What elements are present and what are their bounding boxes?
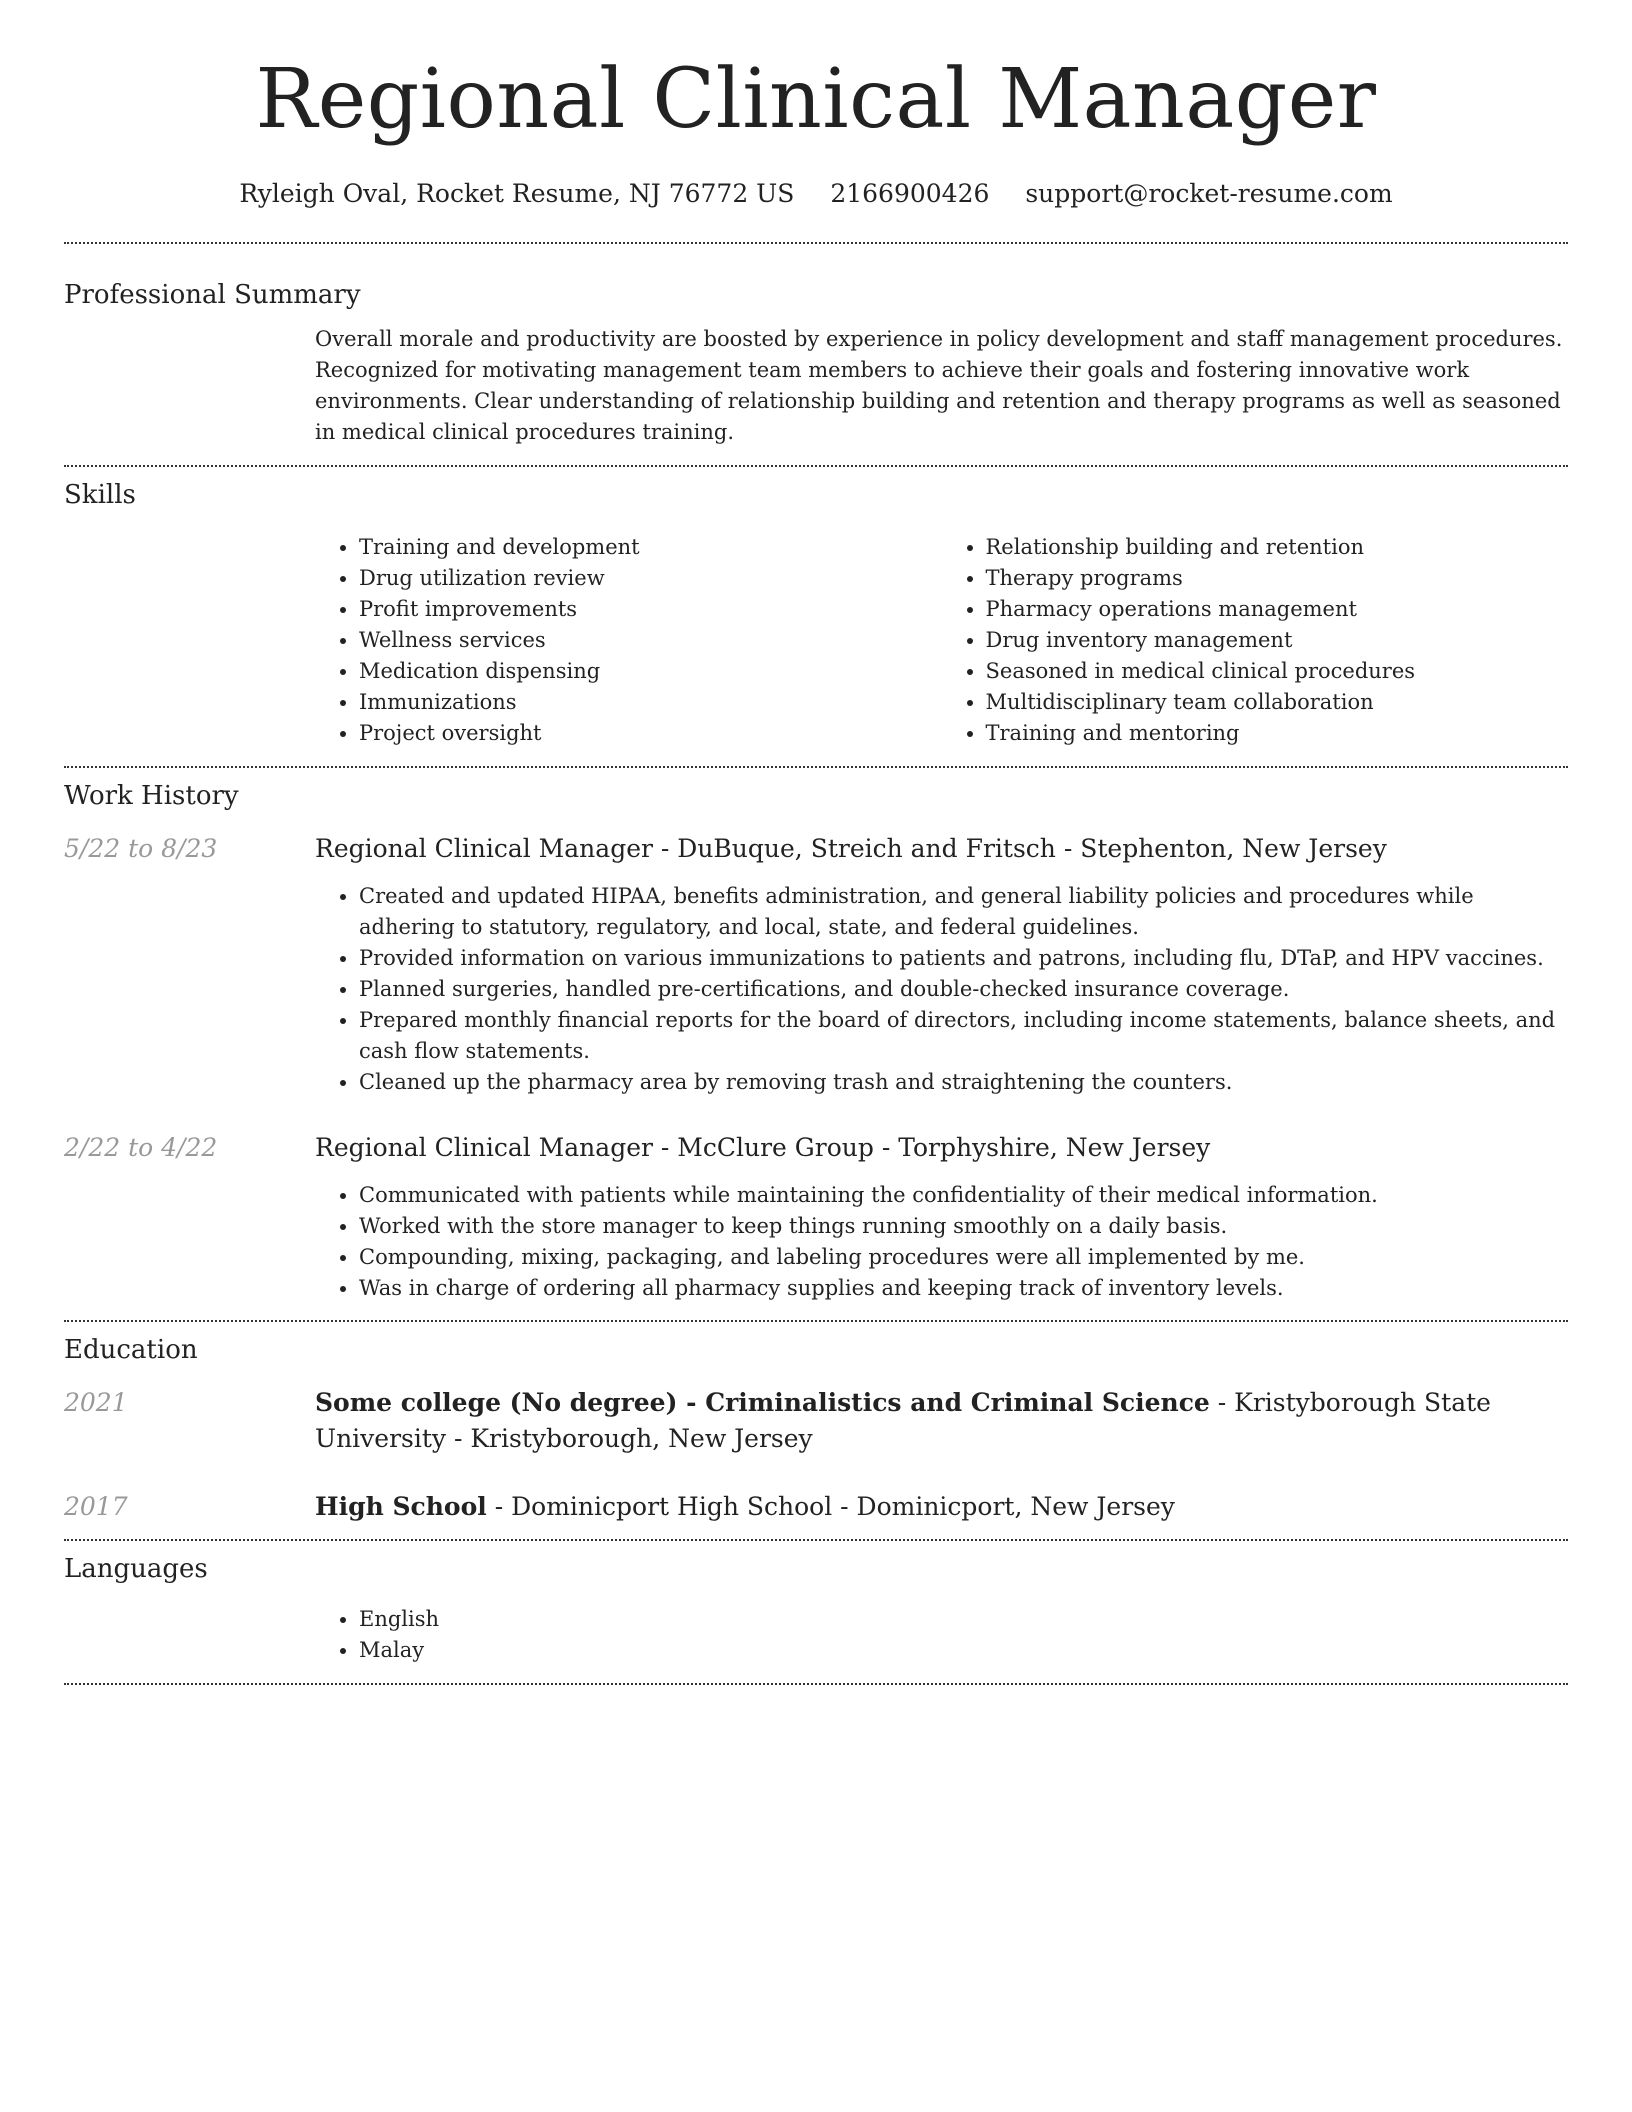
section-title-work: Work History	[64, 781, 239, 811]
skills-list-left	[315, 532, 942, 749]
list-item: • Multidisciplinary team collaboration	[986, 687, 1569, 718]
summary-content	[315, 324, 1568, 448]
job-body	[315, 831, 1568, 1098]
list-item: • Malay	[359, 1635, 1568, 1666]
education-year: 2021	[64, 1388, 128, 1417]
list-item: • Project oversight	[359, 718, 942, 749]
education-heading	[315, 1489, 1568, 1525]
list-item: • Medication dispensing	[359, 656, 942, 687]
resume-name: Regional Clinical Manager	[255, 52, 1377, 147]
education-entry	[64, 1385, 1568, 1457]
list-item: • Training and mentoring	[986, 718, 1569, 749]
education-degree: High School	[315, 1492, 487, 1521]
job-dates: 2/22 to 4/22	[64, 1133, 218, 1162]
education-heading	[315, 1385, 1568, 1457]
skills-section	[64, 467, 1568, 749]
job-heading: Regional Clinical Manager - McClure Group - Torphyshire, New Jersey	[315, 1133, 1211, 1162]
languages-content	[315, 1604, 1568, 1666]
education-school: - Kristyborough State University - Kristyborough, New Jersey	[315, 1388, 1491, 1453]
education-entry	[64, 1489, 1568, 1525]
list-item: • Cleaned up the pharmacy area by removing trash and straightening the counters.	[359, 1067, 1568, 1098]
list-item: • Worked with the store manager to keep things running smoothly on a daily basis.	[359, 1211, 1568, 1242]
list-item: • Created and updated HIPAA, benefits administration, and general liability policies and procedures while adhering to statutory, regulatory, and local, state, and federal guidelines.	[359, 881, 1568, 943]
section-title-education: Education	[64, 1335, 198, 1365]
list-item: • Training and development	[359, 532, 942, 563]
list-item: • Drug utilization review	[359, 563, 942, 594]
job-bullets	[315, 1180, 1568, 1304]
education-section	[64, 1322, 1568, 1525]
job-body	[315, 1130, 1568, 1304]
job-heading: Regional Clinical Manager - DuBuque, Streich and Fritsch - Stephenton, New Jersey	[315, 834, 1387, 863]
skills-list-right	[942, 532, 1569, 749]
list-item: • Immunizations	[359, 687, 942, 718]
contact-email: support@rocket-resume.com	[1025, 179, 1393, 208]
contact-address: Ryleigh Oval, Rocket Resume, NJ 76772 US	[239, 179, 795, 208]
list-item: • Wellness services	[359, 625, 942, 656]
languages-section	[64, 1541, 1568, 1666]
list-item: • Was in charge of ordering all pharmacy supplies and keeping track of inventory levels.	[359, 1273, 1568, 1304]
list-item: • Seasoned in medical clinical procedures	[986, 656, 1569, 687]
list-item: • Therapy programs	[986, 563, 1569, 594]
job-entry	[64, 831, 1568, 1098]
list-item: • Relationship building and retention	[986, 532, 1569, 563]
skills-grid	[315, 532, 1568, 749]
section-title-summary: Professional Summary	[64, 280, 361, 310]
list-item: • English	[359, 1604, 1568, 1635]
job-bullets	[315, 881, 1568, 1098]
education-year: 2017	[64, 1492, 128, 1521]
education-school: - Dominicport High School - Dominicport, New Jersey	[486, 1492, 1175, 1521]
work-section	[64, 768, 1568, 1304]
list-item: • Profit improvements	[359, 594, 942, 625]
list-item: • Prepared monthly financial reports for the board of directors, including income statements, balance sheets, and cash flow statements.	[359, 1005, 1568, 1067]
list-item: • Pharmacy operations management	[986, 594, 1569, 625]
contact-line	[64, 178, 1568, 210]
languages-list	[315, 1604, 1568, 1666]
section-title-languages: Languages	[64, 1554, 208, 1584]
list-item: • Compounding, mixing, packaging, and labeling procedures were all implemented by me.	[359, 1242, 1568, 1273]
job-dates: 5/22 to 8/23	[64, 834, 218, 863]
list-item: • Drug inventory management	[986, 625, 1569, 656]
job-entry	[64, 1130, 1568, 1304]
summary-text: Overall morale and productivity are boosted by experience in policy development and staff management procedures. Recognized for motivating management team members to achieve their goals and fostering innovative work environments. Clear understanding of relationship building and retention and therapy programs as well as seasoned in medical clinical procedures training.	[315, 327, 1563, 444]
divider	[64, 1683, 1568, 1685]
education-degree: Some college (No degree) - Criminalistics and Criminal Science	[315, 1388, 1210, 1417]
list-item: • Communicated with patients while maintaining the confidentiality of their medical information.	[359, 1180, 1568, 1211]
list-item: • Provided information on various immunizations to patients and patrons, including flu, DTaP, and HPV vaccines.	[359, 943, 1568, 974]
section-title-skills: Skills	[64, 480, 136, 510]
contact-phone: 2166900426	[830, 179, 990, 208]
list-item: • Planned surgeries, handled pre-certifications, and double-checked insurance coverage.	[359, 974, 1568, 1005]
summary-section	[64, 244, 1568, 448]
